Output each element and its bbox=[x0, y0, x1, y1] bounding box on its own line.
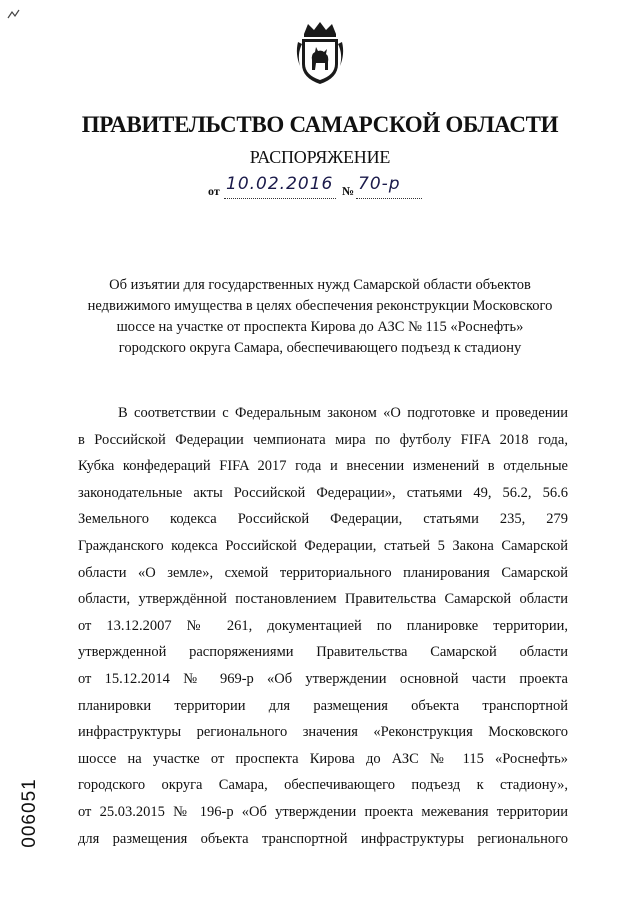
title-line: шоссе на участке от проспекта Кирова до АЗС № 115 «Роснефть» bbox=[116, 319, 524, 335]
body-line: инфраструктуры регионального значения «Реконструкция Московского bbox=[78, 724, 568, 741]
body-line: законодательные акты Российской Федерации», статьями 49, 56.2, 56.6 bbox=[78, 484, 568, 501]
title-line: недвижимого имущества в целях обеспечения реконструкции Московского bbox=[87, 298, 553, 314]
body-line: Кубка конфедераций FIFA 2017 года и внесении изменений в отдельные bbox=[78, 458, 568, 475]
samara-coat-of-arms-icon bbox=[294, 20, 346, 86]
number-prefix: № bbox=[342, 184, 355, 198]
date-underline bbox=[224, 198, 336, 199]
document-title bbox=[60, 275, 580, 359]
number-underline bbox=[356, 198, 422, 199]
document-type: РАСПОРЯЖЕНИЕ bbox=[249, 147, 391, 167]
body-line: области «О земле», схемой территориального планирования Самарской bbox=[78, 564, 568, 581]
body-line: городского округа Самара, обеспечивающего подъезд к стадиону», bbox=[78, 777, 568, 794]
margin-stamp bbox=[10, 778, 50, 848]
body-line: Земельного кодекса Российской Федерации, статьями 235, 279 bbox=[78, 511, 568, 528]
scan-mark-icon bbox=[6, 8, 22, 22]
document-date: 10.02.2016 bbox=[226, 174, 334, 194]
body-line: планировки территории для размещения объекта транспортной bbox=[78, 697, 568, 714]
body-line: для размещения объекта транспортной инфраструктуры регионального bbox=[78, 830, 568, 847]
body-line: от 13.12.2007 № 261, документацией по планировке территории, bbox=[78, 617, 568, 634]
body-line: от 25.03.2015 № 196-р «Об утверждении проекта межевания территории bbox=[78, 803, 568, 820]
body-line: шоссе на участке от проспекта Кирова до АЗС № 115 «Роснефть» bbox=[78, 750, 568, 767]
body-line: утвержденной распоряжениями Правительства Самарской области bbox=[78, 644, 568, 661]
body-line: в Российской Федерации чемпионата мира по футболу FIFA 2018 года, bbox=[78, 431, 568, 448]
body-line: Гражданского кодекса Российской Федерации, статьей 5 Закона Самарской bbox=[78, 537, 568, 554]
organization-title: ПРАВИТЕЛЬСТВО САМАРСКОЙ ОБЛАСТИ bbox=[81, 112, 559, 137]
title-line: городского округа Самара, обеспечивающего подъезд к стадиону bbox=[118, 340, 522, 356]
date-prefix: от bbox=[208, 184, 220, 198]
title-line: Об изъятии для государственных нужд Самарской области объектов bbox=[109, 277, 531, 293]
margin-stamp-number: 006051 bbox=[19, 778, 40, 848]
body-line: от 15.12.2014 № 969-р «Об утверждении основной части проекта bbox=[78, 670, 568, 687]
body-line: области, утверждённой постановлением Правительства Самарской области bbox=[78, 591, 568, 608]
date-number-line bbox=[208, 172, 438, 204]
body-line: В соответствии с Федеральным законом «О подготовке и проведении bbox=[118, 405, 568, 421]
document-body bbox=[78, 400, 568, 852]
document-number: 70-р bbox=[358, 174, 401, 194]
